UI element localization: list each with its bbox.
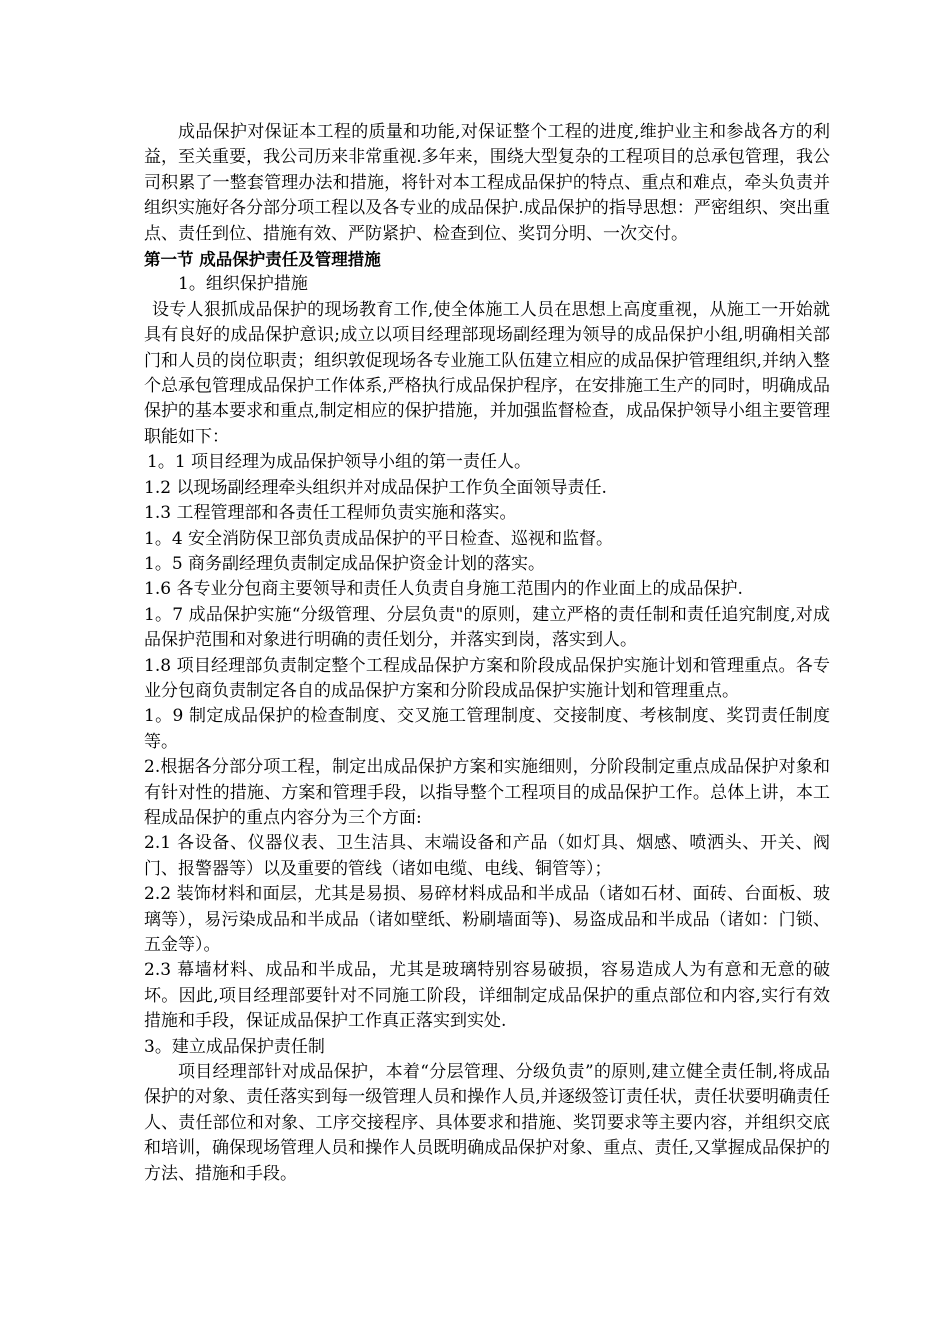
- sub-item-1-8: 1.8 项目经理部负责制定整个工程成品保护方案和阶段成品保护实施计划和管理重点。各专业分包商负责制定各自的成品保护方案和分阶段成品保护实施计划和管理重点。: [144, 655, 830, 701]
- sub-item-1-5: 1。5 商务副经理负责制定成品保护资金计划的落实。: [144, 553, 546, 574]
- sub-item-1-7: 1。7 成品保护实施“分级管理、分层负责"的原则，建立严格的责任制和责任追究制度,对成品保护范围和对象进行明确的责任划分，并落实到岗，落实到人。: [144, 604, 830, 651]
- item-1-title: 1。组织保护措施: [178, 274, 308, 295]
- item-3-body: 项目经理部针对成品保护，本着“分层管理、分级负责”的原则,建立健全责任制,将成品保护的对象、责任落实到每一级管理人员和操作人员,并逐级签订责任状，责任状要明确责任人、责任部位和对象、工序交接程序、具体要求和措施、奖罚要求等主要内容，并组织交底和培训，确保现场管理人员和操作人员既明确成品保护对象、重点、责任,又掌握成品保护的方法、措施和手段。: [144, 1062, 830, 1184]
- section-heading: 第一节 成品保护责任及管理措施: [144, 250, 381, 270]
- sub-item-2-3: 2.3 幕墙材料、成品和半成品，尤其是玻璃特别容易破损，容易造成人为有意和无意的破坏。因此,项目经理部要针对不同施工阶段，详细制定成品保护的重点部位和内容,实行有效措施和手段，保证成品保护工作真正落实到实处.: [144, 960, 830, 1032]
- intro-paragraph: 成品保护对保证本工程的质量和功能,对保证整个工程的进度,维护业主和参战各方的利益，至关重要，我公司历来非常重视.多年来，围绕大型复杂的工程项目的总承包管理，我公司积累了一整套管理办法和措施，将针对本工程成品保护的特点、重点和难点，牵头负责并组织实施好各分部分项工程以及各专业的成品保护.成品保护的指导思想：严密组织、突出重点、责任到位、措施有效、严防紧护、检查到位、奖罚分明、一次交付。: [144, 122, 830, 244]
- item-2: 2.根据各分部分项工程，制定出成品保护方案和实施细则，分阶段制定重点成品保护对象和有针对性的措施、方案和管理手段，以指导整个工程项目的成品保护工作。总体上讲，本工程成品保护的重点内容分为三个方面:: [144, 757, 830, 828]
- sub-item-1-1: 1。1 项目经理为成品保护领导小组的第一责任人。: [147, 452, 532, 473]
- sub-item-1-2: 1.2 以现场副经理牵头组织并对成品保护工作负全面领导责任.: [144, 477, 607, 498]
- sub-item-1-9: 1。9 制定成品保护的检查制度、交叉施工管理制度、交接制度、考核制度、奖罚责任制度等。: [144, 706, 830, 752]
- document-page: [144, 120, 830, 1187]
- sub-item-1-4: 1。4 安全消防保卫部负责成品保护的平日检查、巡视和监督。: [144, 528, 614, 549]
- sub-item-1-3: 1.3 工程管理部和各责任工程师负责实施和落实。: [144, 503, 517, 524]
- item-3-title: 3。建立成品保护责任制: [144, 1036, 325, 1057]
- item-1-body: 设专人狠抓成品保护的现场教育工作,使全体施工人员在思想上高度重视，从施工一开始就具有良好的成品保护意识;成立以项目经理部现场副经理为领导的成品保护小组,明确相关部门和人员的岗位职责；组织敦促现场各专业施工队伍建立相应的成品保护管理组织,并纳入整个总承包管理成品保护工作体系,严格执行成品保护程序，在安排施工生产的同时，明确成品保护的基本要求和重点,制定相应的保护措施，并加强监督检查，成品保护领导小组主要管理职能如下：: [144, 299, 830, 447]
- sub-item-2-2: 2.2 装饰材料和面层，尤其是易损、易碎材料成品和半成品（诸如石材、面砖、台面板、玻璃等），易污染成品和半成品（诸如壁纸、粉刷墙面等)、易盗成品和半成品（诸如：门锁、五金等）。: [144, 884, 830, 955]
- sub-item-2-1: 2.1 各设备、仪器仪表、卫生洁具、末端设备和产品（如灯具、烟感、喷洒头、开关、阀门、报警器等）以及重要的管线（诸如电缆、电线、铜管等）；: [144, 833, 830, 879]
- sub-item-1-6: 1.6 各专业分包商主要领导和责任人负责自身施工范围内的作业面上的成品保护.: [144, 579, 743, 600]
